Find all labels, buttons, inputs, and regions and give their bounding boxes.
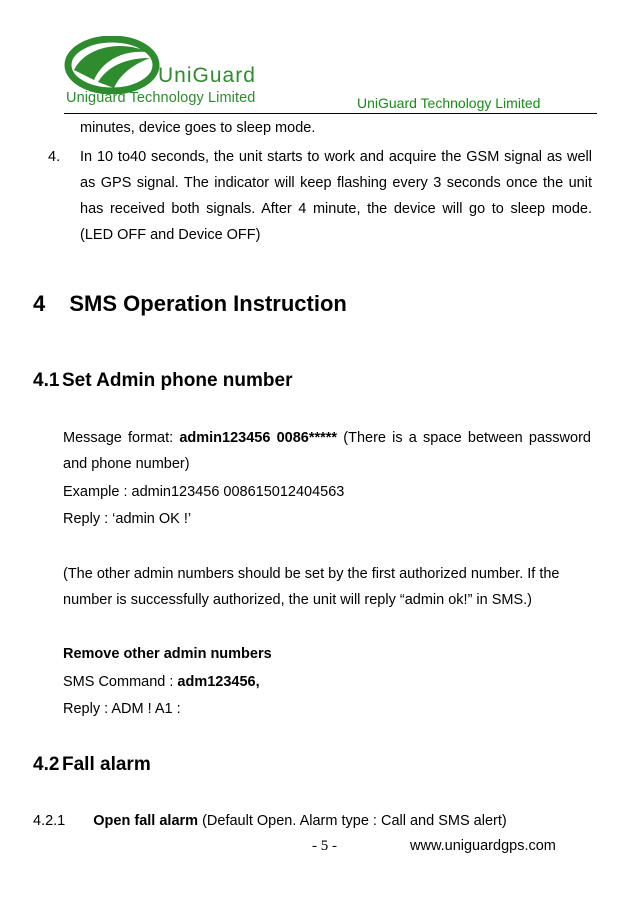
- subsection-title: Fall alarm: [62, 754, 151, 775]
- subsection-heading: [33, 370, 433, 392]
- message-format-label: Message format:: [63, 430, 180, 446]
- list-item-number: 4.: [48, 149, 61, 165]
- remove-admin-title-text: Remove other admin numbers: [63, 646, 272, 662]
- uniguard-logo-icon: [64, 36, 160, 94]
- admin-note-paragraph: (The other admin numbers should be set by the first authorized number. If the number is successfully authorized, the unit will reply “admin ok!” in SMS.): [63, 566, 560, 608]
- subsubsection-desc: (Default Open. Alarm type : Call and SMS alert): [198, 813, 507, 829]
- list-item-text: minutes, device goes to sleep mode.: [80, 120, 316, 136]
- logo-brand-text: UniGuard: [158, 64, 256, 87]
- message-format-paragraph: [63, 425, 591, 477]
- message-format-note: (There is a space between password and phone number): [63, 430, 591, 472]
- subsection-number: 4.2: [33, 754, 60, 775]
- footer-url: www.uniguardgps.com: [410, 838, 556, 854]
- header: [0, 0, 638, 115]
- list-item: [48, 144, 592, 248]
- sms-command-line: [63, 669, 260, 695]
- header-divider: [64, 113, 597, 114]
- section-heading: [33, 291, 347, 317]
- subsubsection-title: Open fall alarm: [93, 813, 199, 829]
- section-title: SMS Operation Instruction: [69, 291, 347, 316]
- example-line: Example : admin123456 008615012404563: [63, 484, 345, 500]
- subsection-title: Set Admin phone number: [62, 370, 293, 391]
- header-company-name: UniGuard Technology Limited: [357, 95, 541, 111]
- remove-reply-line: Reply : ADM ! A1 :: [63, 701, 181, 717]
- subsubsection-line: [33, 808, 507, 834]
- reply-line: Reply : ‘admin OK !’: [63, 511, 192, 527]
- list-item-text: In 10 to40 seconds, the unit starts to work and acquire the GSM signal as well as GPS signal. The indicator will keep flashing every 3 seconds once the unit has received both signals. After 4 minute, the device will go to sleep mode. (LED OFF and Device OFF): [80, 149, 592, 243]
- list-item: [80, 115, 592, 141]
- subsection-heading: [33, 754, 433, 776]
- sms-command-label: SMS Command :: [63, 674, 178, 690]
- sms-command-value: adm123456,: [177, 674, 260, 690]
- section-number: 4: [33, 291, 46, 316]
- remove-admin-title: [63, 641, 272, 667]
- message-format-command: admin123456 0086*****: [179, 430, 338, 446]
- page-number: - 5 -: [312, 838, 337, 854]
- subsubsection-number: 4.2.1: [33, 813, 66, 829]
- subsection-number: 4.1: [33, 370, 60, 391]
- logo-company-text: Uniguard Technology Limited: [66, 90, 256, 106]
